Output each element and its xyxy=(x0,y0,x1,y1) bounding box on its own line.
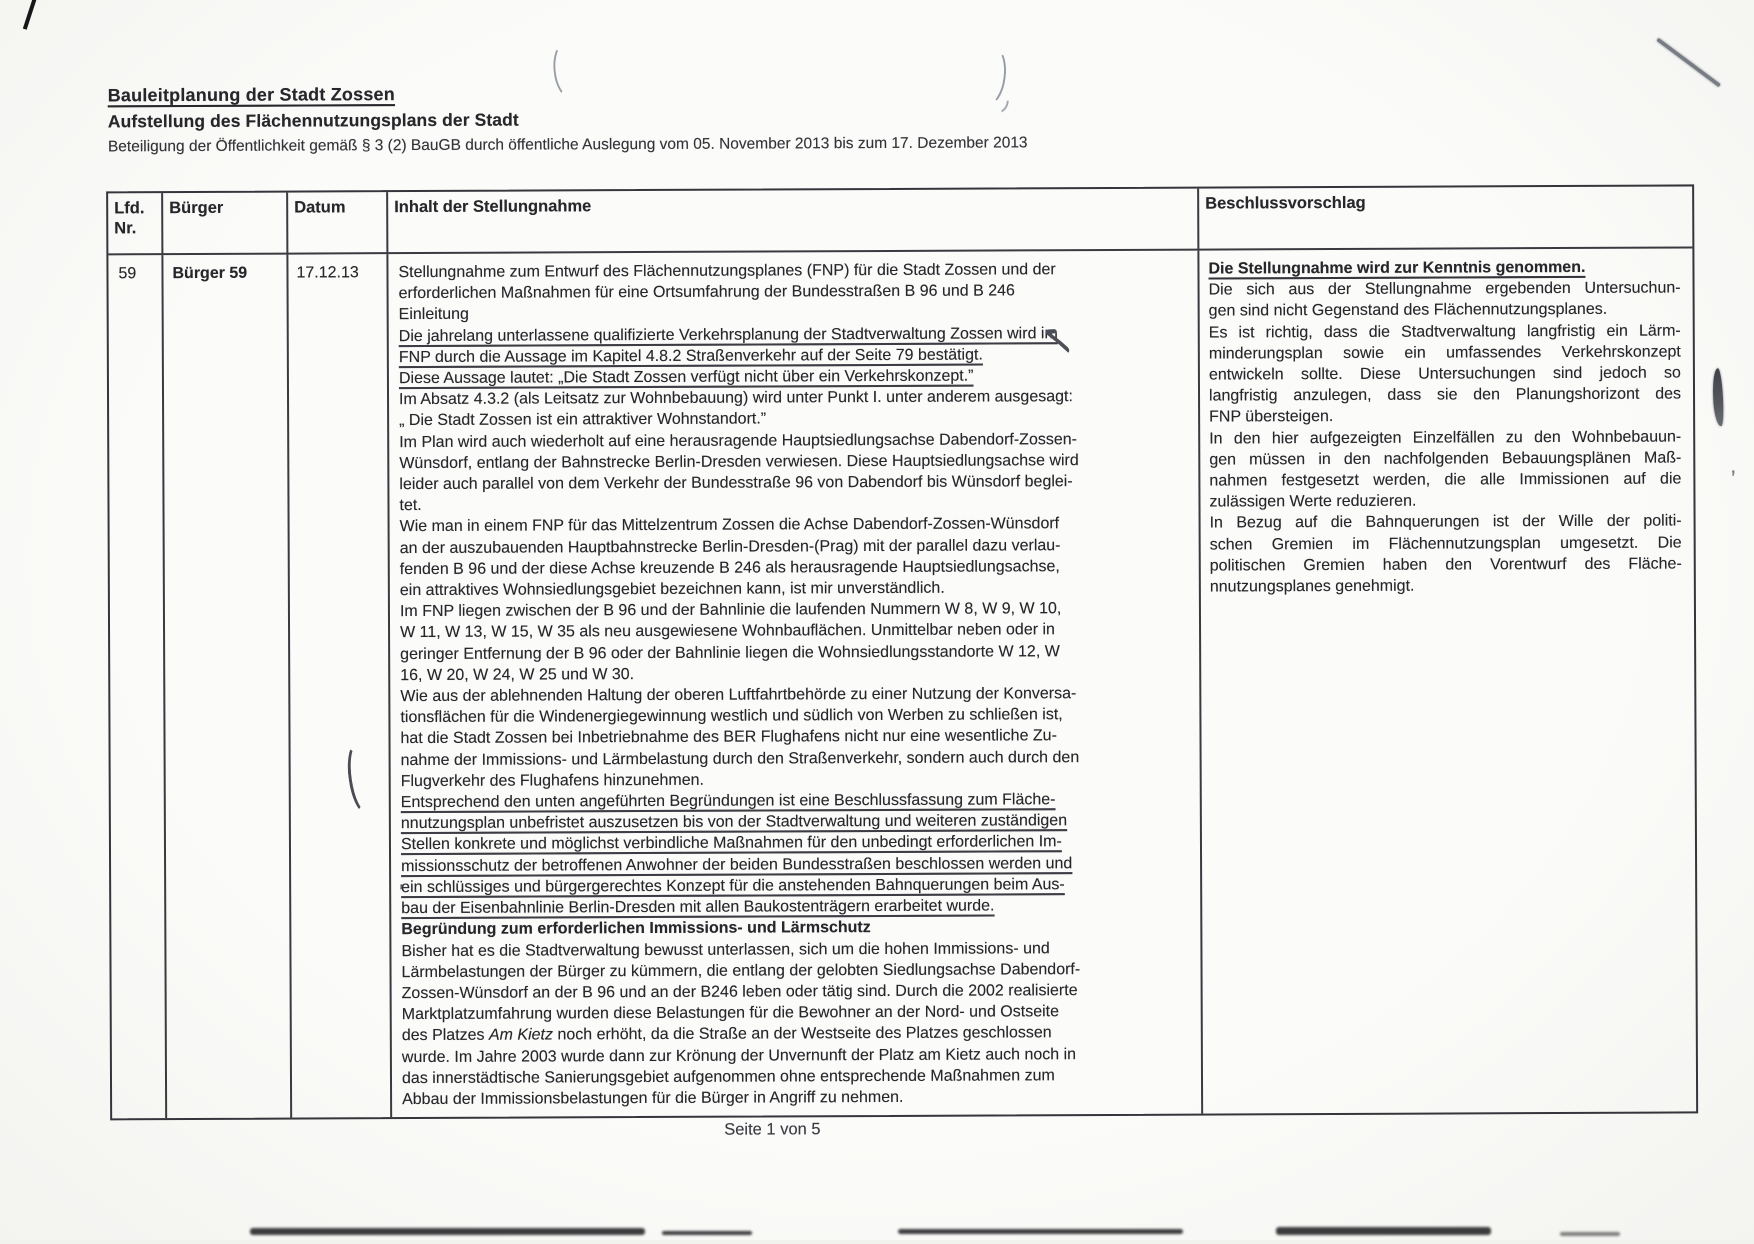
inhalt-cell xyxy=(388,251,1203,1118)
scan-smudge-bottom-5 xyxy=(1560,1232,1620,1236)
text-line: Abbau der Immissionsbelastungen für die Bürger in Angriff zu nehmen. xyxy=(402,1088,904,1108)
text-line: FNP übersteigen. xyxy=(1209,408,1334,426)
col-header-beschluss: Beschlussvorschlag xyxy=(1199,186,1692,250)
text-line: leider auch parallel von dem Verkehr der Bundesstraße 96 von Dabendorf bis Wünsdorf beglei- xyxy=(399,473,1073,494)
text-line: nnutzungsplan unbefristet auszusetzen bis von der Stadtverwaltung und weiteren zuständigen xyxy=(400,812,1068,833)
text-line: FNP durch die Aussage im Kapitel 4.8.2 Straßenverkehr auf der Seite 79 bestätigt. xyxy=(398,346,983,366)
pen-comma-mark: , xyxy=(395,867,406,893)
text-line: W 11, W 13, W 15, W 35 als neu ausgewiesene Wohnbauflächen. Unmittelbar neben oder in xyxy=(400,621,1055,642)
text-line: Stellungnahme zum Entwurf des Flächennutzungsplanes (FNP) für die Stadt Zossen und der xyxy=(398,261,1056,282)
text-line: Begründung zum erforderlichen Immissions- und Lärmschutz xyxy=(401,919,871,939)
cell-lfd-nr: 59 xyxy=(108,255,167,1118)
pen-stroke-top-right xyxy=(1656,38,1721,88)
text-line: schen Gremien im Flächennutzungsplan umgesetzt. Die xyxy=(1209,534,1682,554)
text-line: minderungsplan sowie ein umfassendes Verkehrskonzept xyxy=(1208,343,1681,363)
text-line: tet. xyxy=(399,497,422,515)
scan-smudge-bottom-2 xyxy=(662,1231,752,1235)
text-line: an der auszubauenden Hauptbahnstrecke Berlin-Dresden-(Prag) mit der parallel dazu verlau- xyxy=(399,536,1061,557)
text-line: Im FNP liegen zwischen der B 96 und der Bahnlinie die laufenden Nummern W 8, W 9, W 10, xyxy=(399,600,1062,621)
text-line: nnutzungsplanes genehmigt. xyxy=(1209,577,1415,596)
text-line: fenden B 96 und der diese Achse kreuzende B 246 als herausragende Hauptsiedlungsachse, xyxy=(399,558,1060,578)
document-header xyxy=(108,81,1028,156)
text-line: nahmen festgesetzt werden, die alle Immissionen auf die xyxy=(1209,470,1682,490)
text-line: 16, W 20, W 24, W 25 und W 30. xyxy=(400,665,635,684)
text-line: Entsprechend den unten angeführten Begründungen ist eine Beschlussfassung zum Fläche- xyxy=(400,791,1056,812)
text-line: Diese Aussage lautet: „Die Stadt Zossen verfügt nicht über ein Verkehrskonzept.” xyxy=(398,367,974,388)
text-line: tionsflächen für die Windenergiegewinnung westlich und südlich von Werben zu schließen ist, xyxy=(400,706,1063,727)
text-line: bau der Eisenbahnlinie Berlin-Dresden mit allen Baukostenträgern erarbeitet wurde. xyxy=(401,897,995,918)
text-line: geringer Entfernung der B 96 oder der Bahnlinie liegen die Wohnsiedlungsstandorte W 12, W xyxy=(400,642,1060,663)
col-header-lfd-line2: Nr. xyxy=(114,219,137,238)
text-line: langfristig anzulegen, dass sie den Planungshorizont des xyxy=(1208,385,1682,405)
text-line: Bisher hat es die Stadtverwaltung bewusst unterlassen, sich um die hohen Immissions- und xyxy=(401,939,1050,960)
text-line: Einleitung xyxy=(398,306,469,324)
col-header-lfd-line1: Lfd. xyxy=(114,199,145,218)
text-line: Stellen konkrete und möglichst verbindliche Maßnahmen für den unbedingt erforderlichen Im- xyxy=(400,833,1062,854)
text-line: Lärmbelastungen der Bürger zu kümmern, die entlang der gelobten Siedlungsachse Dabendorf- xyxy=(401,960,1081,981)
text-line: Wie man in einem FNP für das Mittelzentrum Zossen die Achse Dabendorf-Zossen-Wünsdorf xyxy=(399,515,1060,536)
text-line: Wünsdorf, entlang der Bahnstrecke Berlin-Dresden verwiesen. Diese Hauptsiedlungsachse wird xyxy=(399,451,1079,472)
text-line: nahme der Immissions- und Lärmbelastung durch den Straßenverkehr, sondern auch durch den xyxy=(400,748,1080,769)
text-line: Flugverkehr des Flughafens hinzunehmen. xyxy=(400,771,705,790)
text-line: wurde. Im Jahre 2003 wurde dann zur Krönung der Unvernunft der Platz am Kietz auch noch in xyxy=(401,1045,1077,1066)
col-header-lfd-nr xyxy=(108,193,163,255)
page-subtitle: Aufstellung des Flächennutzungsplans der Stadt xyxy=(107,109,519,132)
text-line: Marktplatzumfahrung wurden diese Belastungen für die Bewohner an der Nord- und Ostseite xyxy=(401,1003,1060,1024)
text-line: Zossen-Wünsdorf an der B 96 und an der B246 leben oder tätig sind. Durch die 2002 realisierte xyxy=(401,982,1078,1002)
text-line: Die jahrelang unterlassene qualifizierte Verkehrsplanung der Stadtverwaltung Zossen wird im xyxy=(398,324,1058,345)
text-line: In Bezug auf die Bahnquerungen ist der Wille der politi- xyxy=(1209,512,1682,532)
footer-page-number: Seite 1 von 5 xyxy=(724,1120,821,1139)
text-line: gen sind nicht Gegenstand des Flächennutzungsplanes. xyxy=(1208,301,1608,320)
cell-buerger: Bürger 59 xyxy=(163,255,292,1119)
text-line: „ Die Stadt Zossen ist ein attraktiver Wohnstandort.” xyxy=(399,410,767,430)
text-line: ein attraktives Wohnsiedlungsgebiet bezeichnen kann, ist mir unverständlich. xyxy=(399,579,945,600)
text-line: gen müssen in den nachfolgenden Bebauungsplänen Maß- xyxy=(1209,449,1682,469)
text-line: das innerstädtische Sanierungsgebiet aufgenommen ohne entsprechende Maßnahmen zum xyxy=(401,1066,1055,1087)
text-line: Es ist richtig, dass die Stadtverwaltung langfristig ein Lärm- xyxy=(1208,322,1681,342)
text-line: In den hier aufgezeigten Einzelfällen zu den Wohnbebauun- xyxy=(1209,428,1682,448)
participation-note: Beteiligung der Öffentlichkeit gemäß § 3 (2) BauGB durch öffentliche Auslegung vom 05. November 2013 bis zum 17. Dezember 2013 xyxy=(107,134,1028,156)
text-line: missionsschutz der betroffenen Anwohner der beiden Bundesstraßen beschlossen werden und xyxy=(401,854,1073,875)
text-line: politischen Gremien haben den Vorentwurf des Fläche- xyxy=(1209,555,1682,575)
handwritten-margin-comma: , xyxy=(1725,453,1739,480)
text-line: zulässigen Werte reduzieren. xyxy=(1209,492,1417,511)
scan-smudge-bottom-3 xyxy=(898,1229,1183,1234)
handwritten-check-icon: ✓ xyxy=(1024,318,1087,362)
beschluss-cell xyxy=(1199,248,1696,1113)
text-line: hat die Stadt Zossen bei Inbetriebnahme des BER Flughafens nicht nur eine wesentliche Zu- xyxy=(400,727,1057,748)
text-line: Wie aus der ablehnenden Haltung der oberen Luftfahrtbehörde zu einer Nutzung der Konversa- xyxy=(400,685,1077,706)
text-line: Im Plan wird auch wiederholt auf eine herausragende Hauptsiedlungsachse Dabendorf-Zossen- xyxy=(399,430,1077,451)
col-header-datum: Datum xyxy=(288,192,388,254)
handwritten-margin-flag xyxy=(1711,368,1725,427)
text-line: Die sich aus der Stellungnahme ergebenden Untersuchun- xyxy=(1208,279,1681,299)
cell-datum: 17.12.13 xyxy=(288,254,392,1117)
col-header-inhalt: Inhalt der Stellungnahme xyxy=(388,189,1199,255)
text-line: entwickeln sollte. Diese Untersuchungen sind jedoch so xyxy=(1208,364,1681,384)
page-title: Bauleitplanung der Stadt Zossen xyxy=(107,84,395,106)
scan-smudge-bottom-4 xyxy=(1276,1227,1491,1235)
text-line: erforderlichen Maßnahmen für eine Ortsumfahrung der Bundesstraßen B 96 und B 246 xyxy=(398,282,1015,303)
text-line: Im Absatz 4.3.2 (als Leitsatz zur Wohnbebauung) wird unter Punkt I. unter anderem ausgesagt: xyxy=(398,388,1073,409)
statements-table xyxy=(106,184,1698,1120)
text-segment: des Platzes xyxy=(401,1027,490,1045)
text-line: ein schlüssiges und bürgergerechtes Konzept für die anstehenden Bahnquerungen beim Aus- xyxy=(401,876,1065,896)
text-line: Die Stellungnahme wird zur Kenntnis genommen. xyxy=(1208,258,1586,278)
col-header-buerger: Bürger xyxy=(163,193,288,256)
scan-smudge-bottom-1 xyxy=(250,1228,645,1235)
text-segment: Am Kietz xyxy=(488,1026,554,1045)
text-segment: noch erhöht, da die Straße an der Westseite des Platzes geschlossen xyxy=(552,1024,1052,1044)
